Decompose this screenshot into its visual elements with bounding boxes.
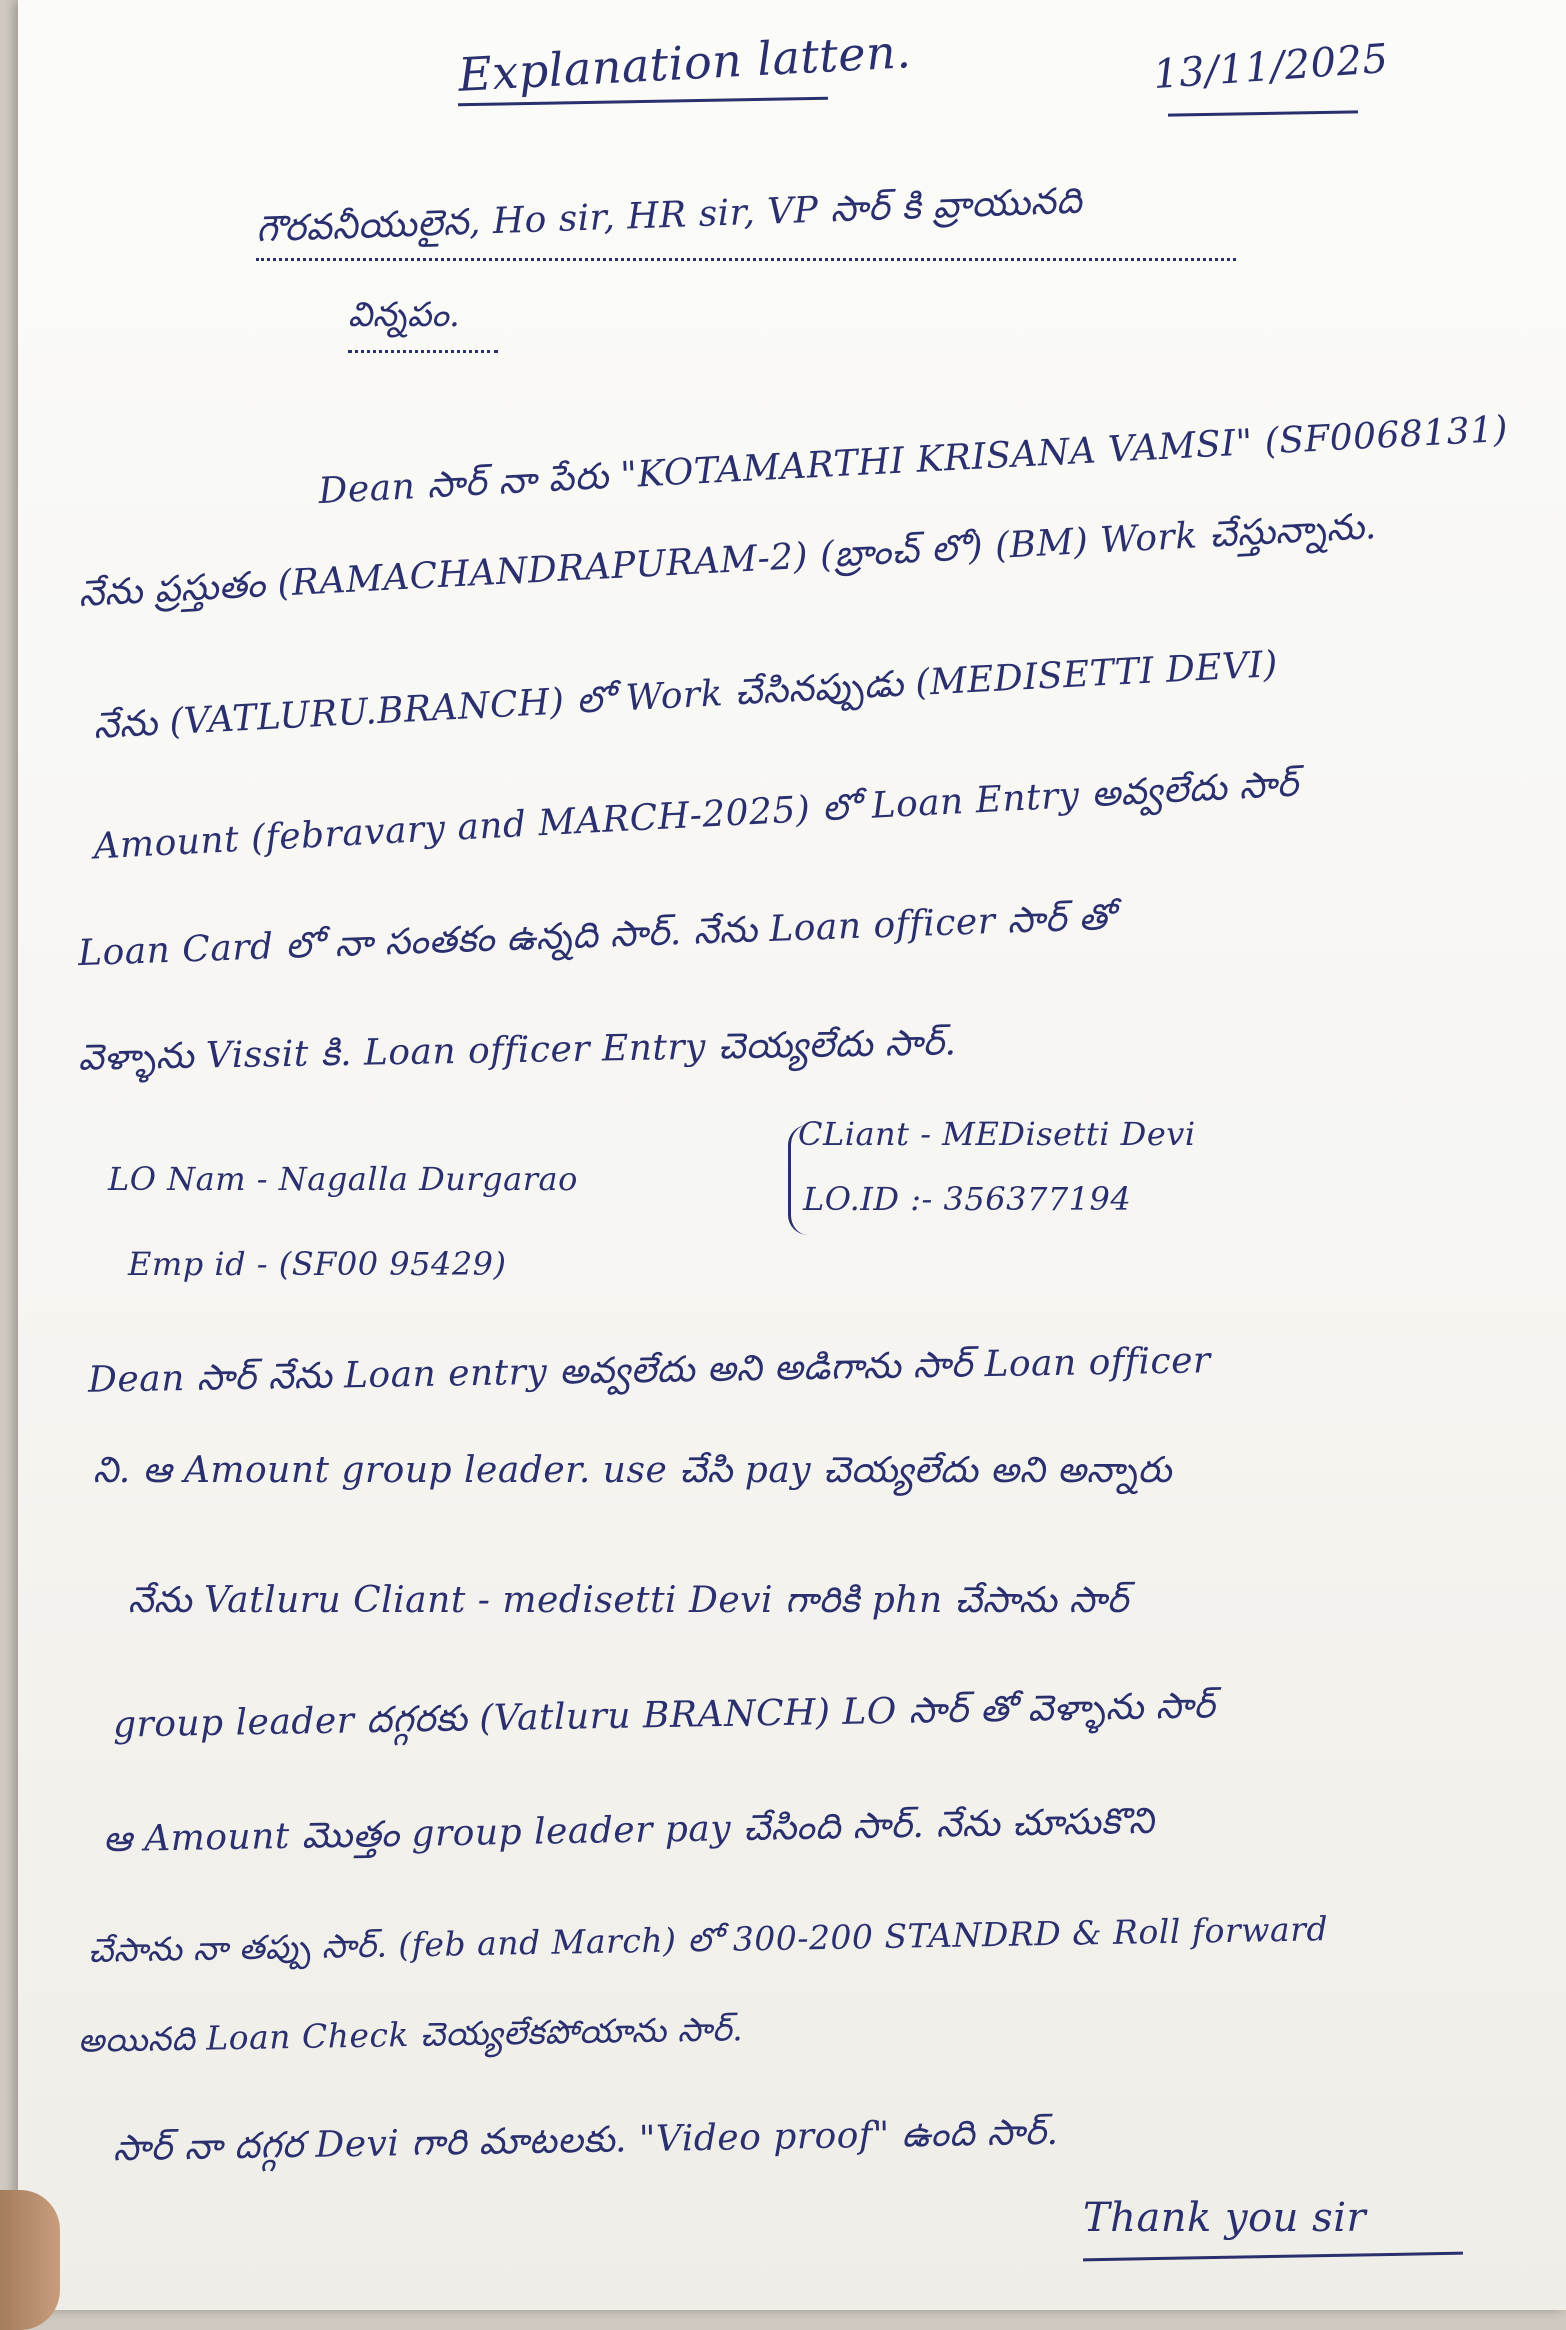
date-underline	[1168, 110, 1358, 116]
body2-line-6: చేసాను నా తప్పు సార్. (feb and March) లో 300-200 STANDRD & Roll forward	[87, 1909, 1329, 1970]
thumb-shadow	[0, 2190, 60, 2330]
letter-page	[18, 0, 1566, 2310]
loan-officer-name: LO Nam - Nagalla Durgarao	[108, 1160, 578, 1198]
body2-line-2: ని. ఆ Amount group leader. use చేసి pay చెయ్యలేదు అని అన్నారు	[93, 1450, 1172, 1491]
body2-line-8: సార్ నా దగ్గర Devi గారి మాటలకు. "Video proof" ఉంది సార్.	[112, 2111, 1059, 2170]
closing-thanks: Thank you sir	[1083, 2195, 1367, 2241]
body-line-2: నేను ప్రస్తుతం (RAMACHANDRAPURAM-2) (బ్రాంచ్ లో) (BM) Work చేస్తున్నాను.	[77, 506, 1378, 615]
salutation-line-2: విన్నపం.	[348, 295, 461, 335]
employee-id: Emp id - (SF00 95429)	[128, 1245, 507, 1283]
letter-title: Explanation latten.	[456, 24, 913, 102]
closing-underline	[1083, 2252, 1463, 2262]
salutation-underline	[256, 258, 1236, 261]
body2-line-7: అయినది Loan Check చెయ్యలేకపోయాను సార్.	[77, 2009, 744, 2060]
loan-id: LO.ID :- 356377194	[803, 1180, 1132, 1218]
body-line-5: Loan Card లో నా సంతకం ఉన్నది సార్. నేను Loan officer సార్ తో	[77, 896, 1115, 975]
salutation-line-1: గౌరవనీయులైన, Ho sir, HR sir, VP సార్ కి వ్రాయునది	[255, 180, 1083, 251]
body-line-4: Amount (febravary and MARCH-2025) లో Loan Entry అవ్వలేదు సార్	[92, 763, 1300, 868]
body2-line-4: group leader దగ్గరకు (Vatluru BRANCH) LO సార్ తో వెళ్ళాను సార్	[112, 1685, 1216, 1746]
body-line-1: Dean సార్ నా పేరు "KOTAMARTHI KRISANA VAMSI" (SF0068131)	[317, 408, 1510, 513]
body2-line-5: ఆ Amount మొత్తం group leader pay చేసింది సార్. నేను చూసుకొని	[102, 1800, 1155, 1861]
client-name: CLiant - MEDisetti Devi	[798, 1115, 1196, 1153]
body-line-3: నేను (VATLURU.BRANCH) లో Work చేసినప్పుడు (MEDISETTI DEVI)	[92, 644, 1279, 748]
body2-line-1: Dean సార్ నేను Loan entry అవ్వలేదు అని అడిగాను సార్ Loan officer	[87, 1340, 1212, 1401]
body-line-6: వెళ్ళాను Vissit కి. Loan officer Entry చెయ్యలేదు సార్.	[77, 1022, 957, 1079]
salutation-2-underline	[348, 350, 498, 353]
body2-line-3: నేను Vatluru Cliant - medisetti Devi గారికి phn చేసాను సార్	[128, 1580, 1129, 1621]
letter-date: 13/11/2025	[1151, 35, 1390, 99]
